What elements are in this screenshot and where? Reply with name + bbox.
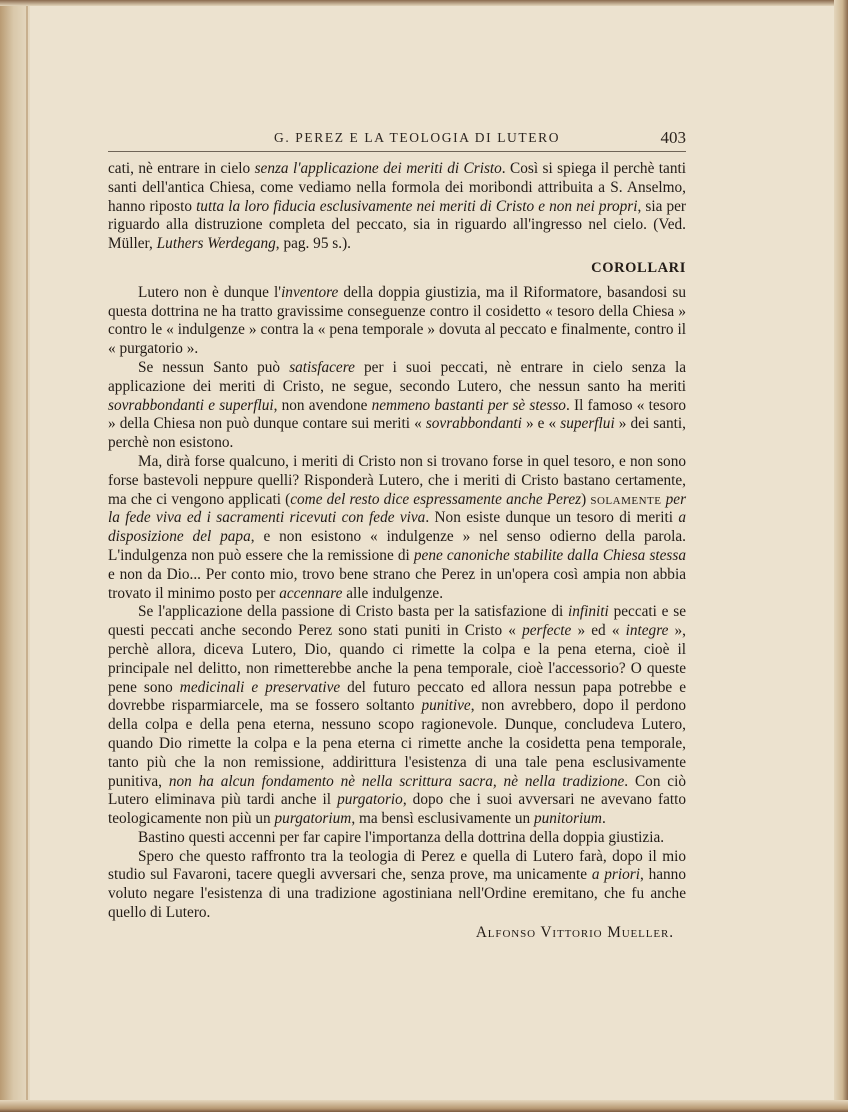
italic-span: per la fede viva ed i sacramenti ricevuti con fede viva [108, 490, 687, 527]
text-span: per i suoi peccati, nè entrare in cielo senza la applicazione dei meriti di Cristo, ne segue, secondo Lutero, che nessun santo ha meriti [108, 358, 686, 395]
text-span: cati, nè entrare in cielo [108, 160, 255, 177]
italic-span: sovrabbondanti [425, 415, 522, 433]
text-span: Se l'applicazione della passione di Cristo basta per la satisfazione di [138, 603, 569, 621]
small-caps-span: solamente [590, 490, 662, 508]
italic-span: punitorium [533, 810, 602, 828]
italic-span: satisfacere [289, 358, 355, 376]
text-span: , pag. 95 s.). [275, 235, 351, 253]
italic-span: purgatorium [274, 810, 352, 828]
text-span: . Non esiste dunque un tesoro di meriti [425, 509, 679, 527]
text-span: , e non esistono « indulgenze » nel senso odierno della parola. L'indulgenza non può essere che la remissione di [108, 528, 686, 564]
text-span: Spero che questo raffronto tra la teologia di Perez e quella di Lutero farà, dopo il mio studio sul Favaroni, tacere quegli avversari che, senza prove, ma unicamente [108, 847, 686, 884]
page-bottom-edge [0, 1100, 848, 1112]
paragraph [108, 848, 686, 923]
text-span: Se nessun Santo può [138, 358, 290, 376]
italic-span: nemmeno bastanti per sè stesso [371, 396, 566, 414]
gutter-line [26, 0, 28, 1112]
italic-span: come del resto dice espressamente anche Perez [290, 490, 582, 508]
text-span: » dei santi, perchè non esistono. [108, 415, 686, 452]
text-span: e non da Dio... Per conto mio, trovo bene strano che Perez in un'opera così ampia non abbia trovato il minimo posto per [108, 565, 686, 602]
text-span: , hanno voluto negare l'esistenza di una tradizione agostiniana nell'Ordine eremitano, che fu anche quello di Lutero. [108, 866, 686, 922]
text-span: , sia per riguardo alla distruzione completa del peccato, sia in riguardo all'ingresso nel cielo. (Ved. Müller, [108, 197, 687, 253]
italic-span: non ha alcun fondamento nè nella scrittura sacra, nè nella tradizione [168, 772, 625, 790]
text-span: . [601, 810, 606, 828]
page-right-edge [834, 0, 848, 1112]
section-heading: COROLLARI [591, 259, 686, 276]
page-top-edge [0, 0, 848, 6]
paragraph [108, 359, 686, 453]
text-span: . Con ciò Lutero eliminava più tardi anche il [108, 772, 686, 809]
text-span: peccati e se questi peccati anche secondo Perez sono stati puniti in Cristo « [108, 603, 686, 640]
italic-span: accennare [279, 584, 343, 602]
text-span: Ma, dirà forse qualcuno, i meriti di Cristo non si trovano forse in quel tesoro, e non sono forse bastevoli neppure quelli? Risponderà Lutero, che i meriti di Cristo bastano certamente, ma che ci vengono applicati ( [108, 452, 686, 508]
text-span: » ed « [571, 622, 626, 640]
text-span: Lutero non è dunque l' [138, 283, 282, 301]
paragraph [108, 284, 686, 359]
text-span: . Così si spiega il perchè tanti santi dell'antica Chiesa, come vediamo nella formola dei moribondi attribuita a S. Anselmo, hanno riposto [108, 160, 686, 215]
italic-span: Luthers Werdegang [156, 235, 276, 253]
italic-span: sovrabbondanti e superflui [108, 396, 274, 414]
text-span: del futuro peccato ed allora nessun papa potrebbe e dovrebbe risparmiarcele, ma se fossero soltanto [108, 678, 686, 715]
italic-span: purgatorio [337, 791, 403, 809]
paragraph: Bastino questi accenni per far capire l'importanza della dottrina della doppia giustizia. [138, 828, 665, 846]
text-span: » e « [521, 415, 561, 433]
italic-span: pene canoniche stabilite dalla Chiesa stessa [413, 546, 686, 564]
text-span: . Il famoso « tesoro » della Chiesa non può dunque contare sui meriti « [108, 396, 686, 433]
paragraph [108, 603, 686, 829]
paragraph-continuation [108, 160, 686, 254]
italic-span: a disposizione del papa [108, 509, 687, 546]
italic-span: tutta la loro fiducia esclusivamente nei meriti di Cristo e non nei propri [196, 197, 638, 215]
italic-span: superflui [560, 415, 615, 433]
italic-span: infiniti [568, 603, 609, 621]
italic-span: inventore [281, 283, 339, 301]
text-span: », perchè allora, diceva Lutero, Dio, quando ci rimette la colpa e la pena eterna, cioè il principale nel delitto, non rimetterebbe anche la pena temporale, cioè l'accessorio? O queste pene sono [108, 622, 686, 696]
header-rule [108, 151, 686, 152]
page-number: 403 [660, 128, 686, 147]
italic-span: perfecte [522, 622, 572, 640]
running-title: G. PEREZ E LA TEOLOGIA DI LUTERO [274, 130, 561, 145]
italic-span: punitive [421, 697, 471, 715]
italic-span: integre [625, 622, 669, 640]
italic-span: a priori [591, 866, 640, 884]
text-span: della doppia giustizia, ma il Riformatore, basandosi su questa dottrina ne ha tratto gravissime conseguenze contro il cosidetto « tesoro della Chiesa » contro le « indulgenze » contra la « pena temporale » dovuta al peccato e finalmente, contro il « purgatorio ». [108, 283, 687, 358]
body-text [108, 160, 686, 943]
italic-span: senza l'applicazione dei meriti di Cristo [254, 160, 502, 177]
text-span: , ma bensì esclusivamente un [351, 810, 534, 828]
author-signature: Alfonso Vittorio Mueller. [475, 923, 674, 941]
text-span: , dopo che i suoi avversari ne avevano fatto teologicamente non più un [108, 791, 687, 828]
text-span: ) [581, 490, 591, 508]
paragraph [108, 453, 686, 603]
text-span: alle indulgenze. [342, 584, 444, 602]
text-span: , non avendone [273, 396, 372, 414]
text-span: , non avrebbero, dopo il perdono della colpa e della pena eterna, nessuno scopo ragionevole. Dunque, concludeva Lutero, quando Dio rimette la colpa e la pena eterna ci rimette anche la cosidetta pena temporale, tanto più che la non remissione, addirittura l'esistenza di una tale pena esclusivamente punitiva, [108, 697, 686, 790]
italic-span: medicinali e preservative [179, 678, 341, 696]
